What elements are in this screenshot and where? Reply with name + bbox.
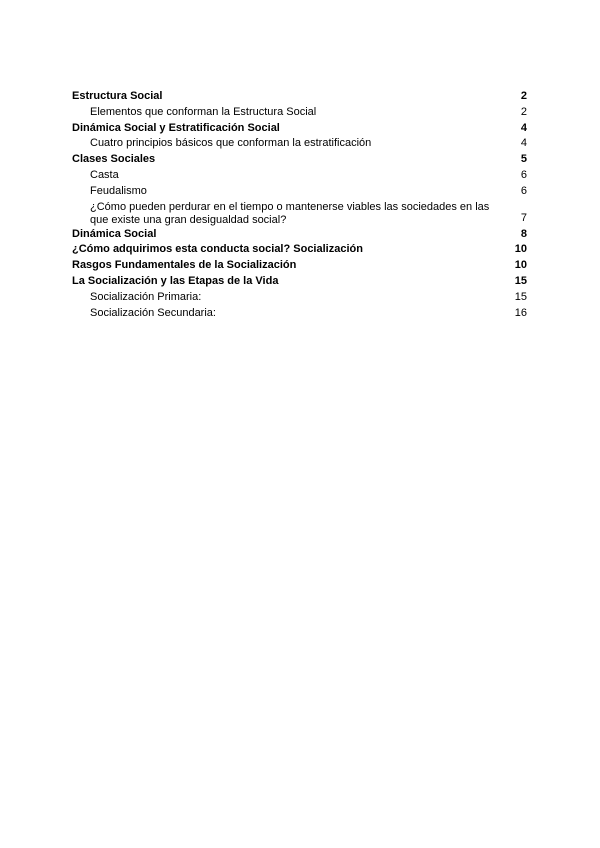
toc-entry[interactable] [72,168,527,184]
toc-entry-title: La Socialización y las Etapas de la Vida [72,274,279,287]
toc-entry-title: Socialización Secundaria: [90,306,216,319]
toc-entry-page: 4 [520,121,527,134]
toc-entry[interactable] [72,290,527,306]
toc-entry-page: 4 [520,137,527,150]
toc-entry-page: 8 [520,227,527,240]
toc-entry-title: Casta [90,168,119,181]
toc-entry-page: 15 [514,274,527,287]
toc-entry-page: 10 [514,259,527,272]
toc-entry-page: 15 [514,290,527,303]
toc-entry[interactable] [72,227,527,243]
toc-entry[interactable] [72,274,527,290]
toc-entry[interactable] [72,242,527,258]
toc-entry-title: Cuatro principios básicos que conforman la estratificación [90,137,372,150]
toc-entry[interactable] [72,89,527,105]
toc-entry-title: Socialización Primaria: [90,290,202,303]
toc-entry-page: 5 [520,153,527,166]
toc-entry[interactable] [72,136,527,152]
toc-entry[interactable] [72,258,527,274]
toc-entry-title: Elementos que conforman la Estructura Social [90,105,317,118]
toc-entry-page: 2 [520,105,527,118]
toc-entry-title: ¿Cómo adquirimos esta conducta social? Socialización [72,243,363,256]
toc-entry-page: 6 [520,184,527,197]
toc-entry[interactable] [72,105,527,121]
toc-entry[interactable] [72,306,527,322]
toc-entry-title: Estructura Social [72,90,163,102]
toc-entry-page: 2 [520,90,527,102]
table-of-contents [72,89,527,321]
toc-entry-title: Clases Sociales [72,153,156,166]
toc-entry-title: Rasgos Fundamentales de la Socialización [72,259,297,272]
toc-entry-page: 7 [520,211,527,224]
toc-entry-page: 16 [514,306,527,319]
toc-entry-title: Feudalismo [90,184,147,197]
toc-entry-title: Dinámica Social [72,227,157,240]
toc-entry[interactable] [72,152,527,168]
toc-entry[interactable] [72,184,527,200]
toc-entry-title: ¿Cómo pueden perdurar en el tiempo o mantenerse viables las sociedades en las que existe una gran desigualdad social? [90,200,490,226]
toc-entry[interactable] [72,200,527,227]
toc-entry-page: 6 [520,168,527,181]
toc-entry-page: 10 [514,243,527,256]
toc-entry-title: Dinámica Social y Estratificación Social [72,121,280,134]
toc-entry[interactable] [72,121,527,137]
